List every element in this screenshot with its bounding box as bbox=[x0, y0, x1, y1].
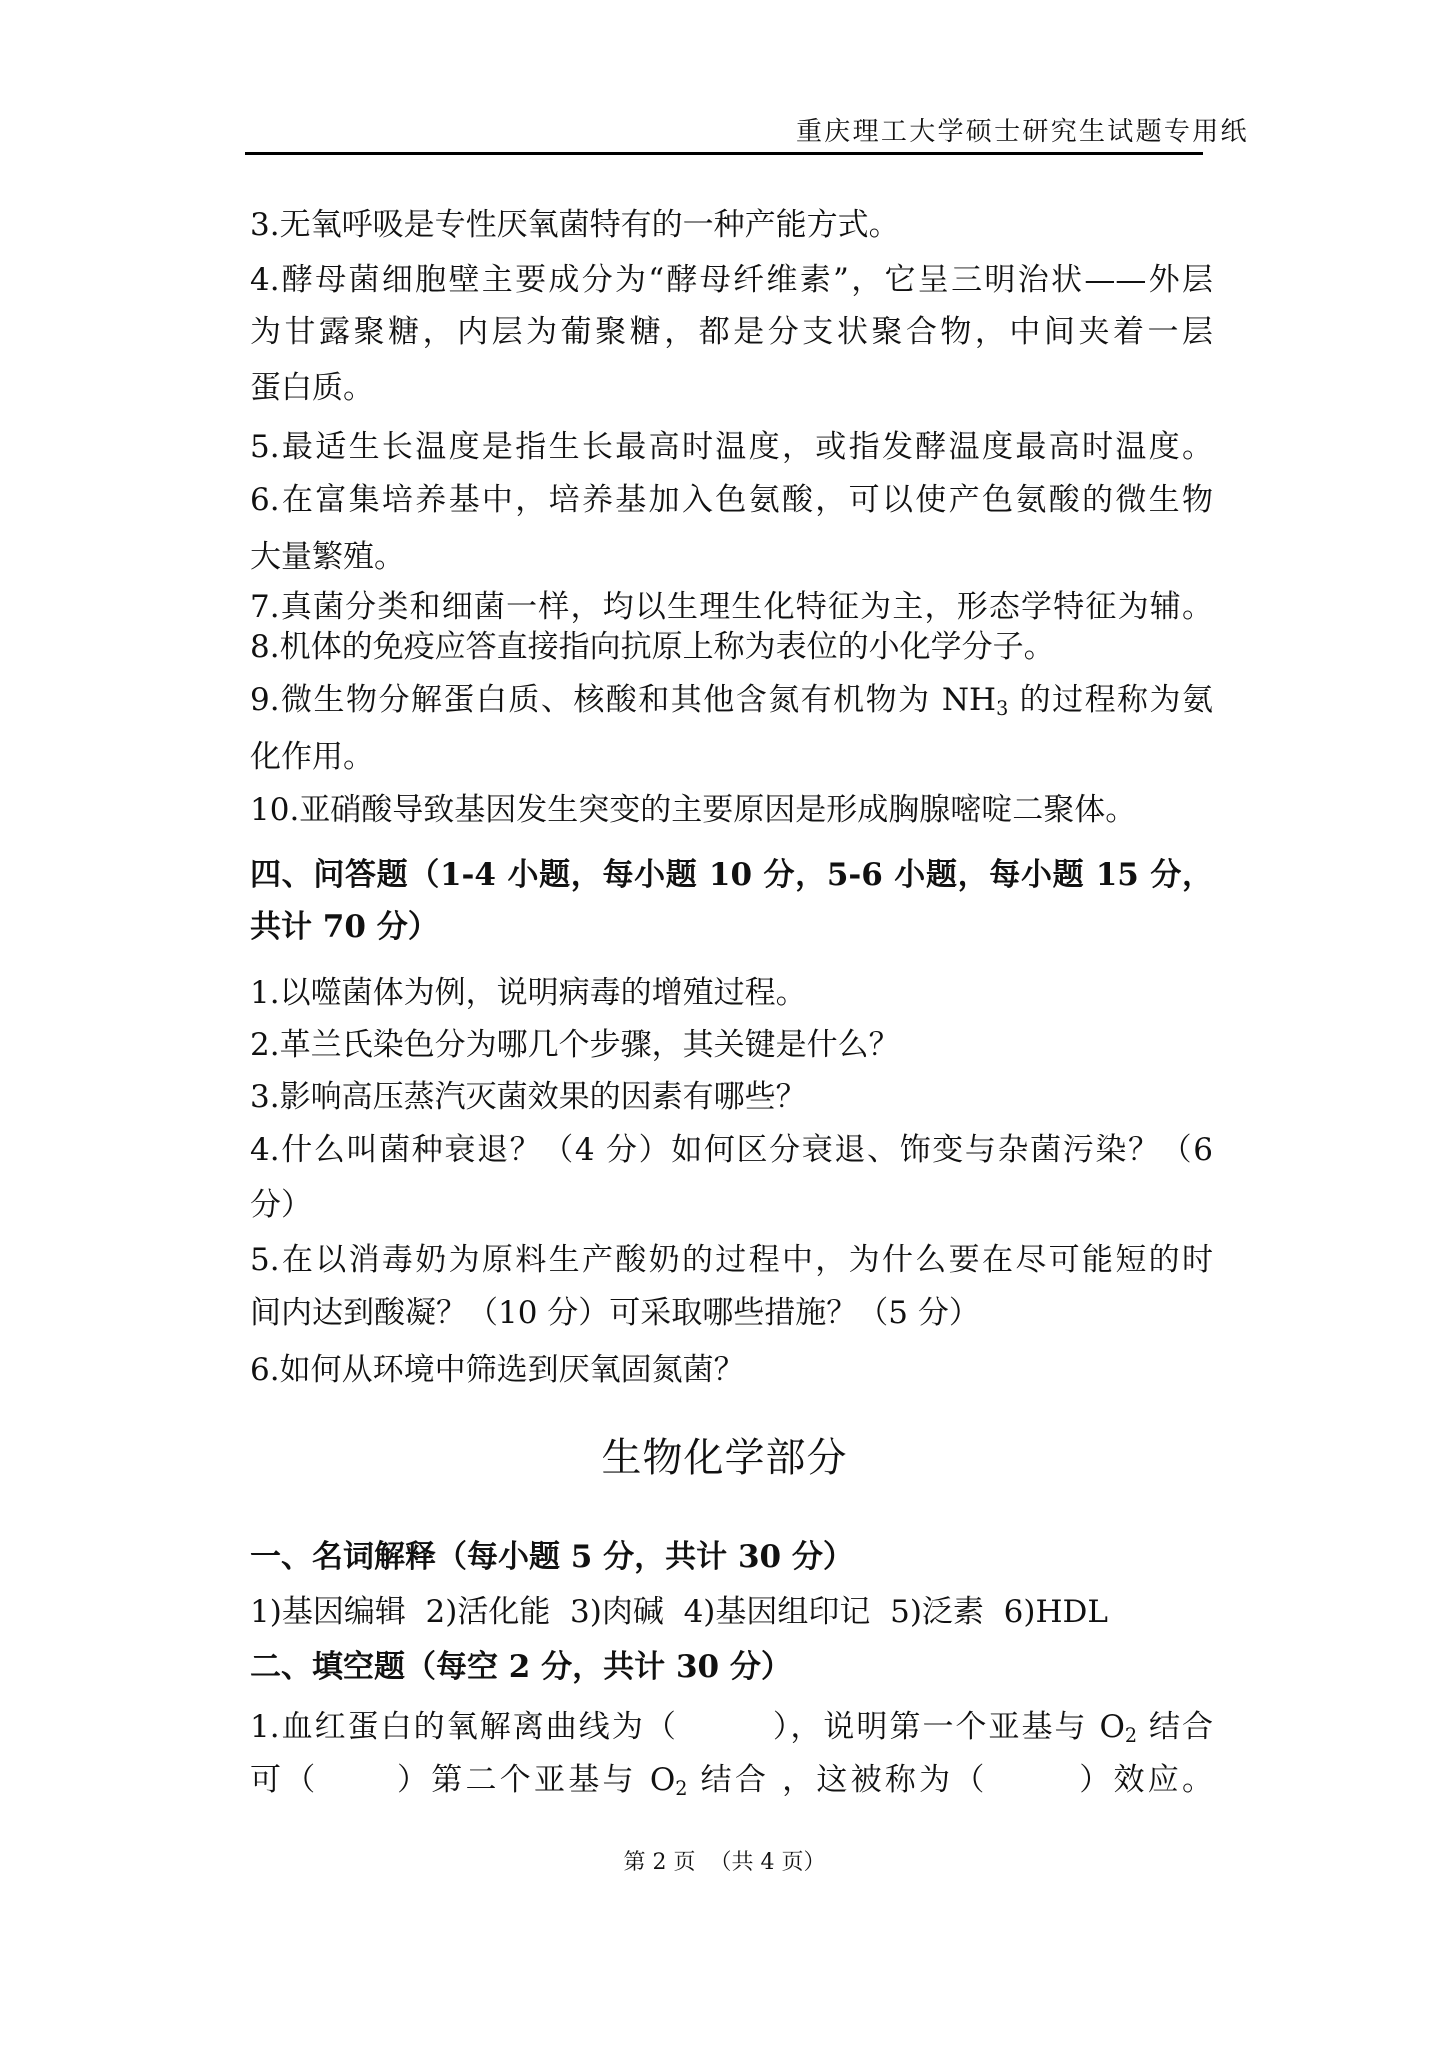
tf-item-4-line-3: 蛋白质。 bbox=[250, 370, 374, 406]
biochemistry-title: 生物化学部分 bbox=[601, 1435, 848, 1481]
question-6: 6.如何从环境中筛选到厌氧固氮菌？ bbox=[250, 1352, 745, 1388]
fill-blank-q1-text-c: 可（ ）第二个亚基与 O bbox=[250, 1762, 676, 1798]
tf-item-7: 7.真菌分类和细菌一样，均以生理生化特征为主，形态学特征为辅。 bbox=[250, 589, 1213, 625]
tf-item-10: 10.亚硝酸导致基因发生突变的主要原因是形成胸腺嘧啶二聚体。 bbox=[250, 792, 1137, 828]
section-two-heading: 二、填空题（每空 2 分，共计 30 分） bbox=[250, 1649, 792, 1685]
question-4-line-2: 分） bbox=[250, 1187, 312, 1223]
header-rule bbox=[245, 152, 1203, 155]
section-four-heading-line-2: 共计 70 分） bbox=[250, 909, 439, 945]
tf-item-9-line-2: 化作用。 bbox=[250, 739, 374, 775]
tf-item-4-line-1: 4.酵母菌细胞壁主要成分为“酵母纤维素”，它呈三明治状——外层 bbox=[250, 262, 1213, 298]
tf-item-9-text: 9.微生物分解蛋白质、核酸和其他含氮有机物为 NH bbox=[250, 682, 997, 718]
terms-list: 1)基因编辑 2)活化能 3)肉碱 4)基因组印记 5)泛素 6)HDL bbox=[250, 1594, 1108, 1630]
tf-item-6-line-1: 6.在富集培养基中，培养基加入色氨酸，可以使产色氨酸的微生物 bbox=[250, 482, 1213, 518]
subscript-2: 2 bbox=[675, 1776, 688, 1800]
fill-blank-q1-text-b: 结合 bbox=[1137, 1709, 1213, 1745]
fill-blank-q1-text-a: 1.血红蛋白的氧解离曲线为（ ），说明第一个亚基与 O bbox=[250, 1709, 1125, 1745]
question-3: 3.影响高压蒸汽灭菌效果的因素有哪些？ bbox=[250, 1079, 807, 1115]
section-four-heading-line-1: 四、问答题（1-4 小题，每小题 10 分，5-6 小题，每小题 15 分， bbox=[250, 857, 1213, 893]
subscript-2: 2 bbox=[1124, 1723, 1138, 1747]
tf-item-8: 8.机体的免疫应答直接指向抗原上称为表位的小化学分子。 bbox=[250, 629, 1055, 665]
fill-blank-q1-line-1 bbox=[250, 1705, 1213, 1749]
question-5-line-2: 间内达到酸凝？（10 分）可采取哪些措施？（5 分） bbox=[250, 1295, 980, 1331]
section-one-heading: 一、名词解释（每小题 5 分，共计 30 分） bbox=[250, 1539, 854, 1575]
page-footer: 第 2 页 （共 4 页） bbox=[623, 1850, 826, 1875]
question-2: 2.革兰氏染色分为哪几个步骤，其关键是什么？ bbox=[250, 1027, 900, 1063]
question-1: 1.以噬菌体为例，说明病毒的增殖过程。 bbox=[250, 975, 807, 1011]
tf-item-6-line-2: 大量繁殖。 bbox=[250, 539, 405, 575]
tf-item-3: 3.无氧呼吸是专性厌氧菌特有的一种产能方式。 bbox=[250, 207, 900, 243]
tf-item-9-line-1 bbox=[250, 678, 1213, 722]
fill-blank-q1-text-d: 结合 ，这被称为（ ）效应。 bbox=[687, 1762, 1213, 1798]
question-5-line-1: 5.在以消毒奶为原料生产酸奶的过程中，为什么要在尽可能短的时 bbox=[250, 1242, 1213, 1278]
tf-item-4-line-2: 为甘露聚糖，内层为葡聚糖，都是分支状聚合物，中间夹着一层 bbox=[250, 314, 1213, 350]
header-title: 重庆理工大学硕士研究生试题专用纸 bbox=[796, 117, 1249, 147]
subscript-3: 3 bbox=[996, 696, 1009, 720]
tf-item-5: 5.最适生长温度是指生长最高时温度，或指发酵温度最高时温度。 bbox=[250, 429, 1213, 465]
tf-item-9-tail: 的过程称为氨 bbox=[1008, 682, 1213, 718]
fill-blank-q1-line-2 bbox=[250, 1758, 1213, 1802]
question-4-line-1: 4.什么叫菌种衰退？（4 分）如何区分衰退、饰变与杂菌污染？（6 bbox=[250, 1132, 1213, 1168]
